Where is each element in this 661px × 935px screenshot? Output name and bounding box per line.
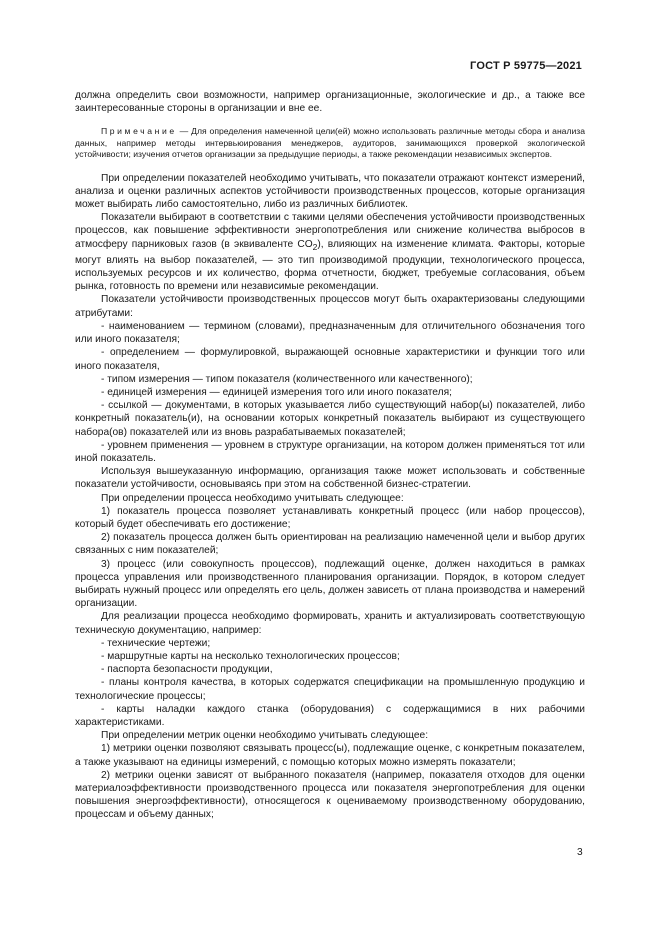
- page-content: [75, 89, 585, 822]
- list-item: - уровнем применения — уровнем в структуре организации, на котором должен применяться тот или иной показатель.: [75, 439, 585, 464]
- co2-subscript: 2: [312, 241, 318, 252]
- page-number: 3: [577, 847, 583, 858]
- note-text: — Для определения намеченной цели(ей) можно использовать различные методы сбора и анализа данных, например методы интервьюирования менеджеров, аудиторов, занимающихся проверкой экологической устойчивости; изучения отчетов организации за предыдущие периоды, а также рекомендации независимых экспертов.: [75, 126, 585, 160]
- standard-header: ГОСТ Р 59775—2021: [470, 60, 582, 72]
- list-item: 3) процесс (или совокупность процессов), подлежащий оценке, должен находиться в рамках процесса управления или производственного планирования организации. Порядок, в котором следует выбирать нужный процесс или определять его цель, должен зависеть от плана производства и намерений организации.: [75, 558, 585, 610]
- list-item: 1) метрики оценки позволяют связывать процесс(ы), подлежащие оценке, с конкретным показателем, а также указывают на единицы измерений, с помощью которых можно измерять показатели;: [75, 743, 585, 768]
- list-item: - планы контроля качества, в которых содержатся спецификации на промышленную продукцию и технологические процессы;: [75, 677, 585, 702]
- list-item: - карты наладки каждого станка (оборудования) с содержащимися в них рабочими характеристиками.: [75, 703, 585, 728]
- list-item: 2) показатель процесса должен быть ориентирован на реализацию намеченной цели и выбор других связанных с ним показателей;: [75, 532, 585, 557]
- note-label: Примечание: [101, 126, 177, 137]
- paragraph-part: Показатели выбирают в соответствии с такими целями обеспечения устойчивости производственных процессов, как повышение эффективности энергопотребления или снижение количества выбросов в атмосферу парниковых газов (в эквиваленте CO: [75, 212, 585, 250]
- list-item: - единицей измерения — единицей измерения того или иного показателя;: [101, 386, 452, 398]
- list-item: 2) метрики оценки зависят от выбранного показателя (например, показателя отходов для оценки материалоэффективности производственного процесса или показателя энергопотребления для оценки повышения энергоэффективности), относящегося к оцениваемому производственному оборудованию, процессам и объему данных;: [75, 769, 585, 821]
- paragraph-process-intro: При определении процесса необходимо учитывать следующее:: [101, 492, 404, 504]
- list-item: 1) показатель процесса позволяет устанавливать конкретный процесс (или набор процессов), который будет обеспечивать его достижение;: [75, 505, 585, 530]
- paragraph-documentation-intro: Для реализации процесса необходимо формировать, хранить и актуализировать соответствующую техническую документацию, например:: [75, 611, 585, 636]
- list-item: - ссылкой — документами, в которых указывается либо существующий набор(ы) показателей, либо конкретный показатель(и), на основании которых конкретный показатель выбирают из существующего набора(ов) показателей или из вновь разрабатываемых показателей;: [75, 400, 585, 438]
- list-item: - типом измерения — типом показателя (количественного или качественного);: [101, 373, 473, 385]
- paragraph-attributes-intro: Показатели устойчивости производственных процессов могут быть охарактеризованы следующими атрибутами:: [75, 294, 585, 319]
- list-item: - определением — формулировкой, выражающей основные характеристики и функции того или иного показателя,: [75, 347, 585, 372]
- paragraph-own-indicators: Используя вышеуказанную информацию, организация также может использовать и собственные показатели устойчивости, основываясь при этом на собственной бизнес-стратегии.: [75, 466, 585, 491]
- list-item: - наименованием — термином (словами), предназначенным для отличительного обозначения того или иного показателя;: [75, 320, 585, 346]
- list-item: - паспорта безопасности продукции,: [101, 664, 273, 676]
- paragraph-part: ), влияющих на изменение климата. Факторы, которые могут влиять на выбор показателей, — это тип производимой продукции, технологического процесса, используемых ресурсов и их количество, форма отчетности, бюджет, требуемые согласования, объем рынка, готовность по времени или независимые рекомендации.: [75, 238, 585, 293]
- paragraph-metrics-intro: При определении метрик оценки необходимо учитывать следующее:: [101, 730, 429, 742]
- paragraph-indicators-context: При определении показателей необходимо учитывать, что показатели отражают контекст измерений, анализа и оценки различных аспектов устойчивости производственных процессов, которые организация может выбирать либо самостоятельно, либо из различных библиотек.: [75, 172, 585, 211]
- list-item: - маршрутные карты на несколько технологических процессов;: [101, 650, 400, 662]
- intro-paragraph: должна определить свои возможности, например организационные, экологические и др., а также все заинтересованные стороны в организации и вне ее.: [75, 90, 585, 115]
- list-item: - технические чертежи;: [101, 637, 211, 649]
- paragraph-indicators-selection: [75, 211, 585, 293]
- note-paragraph: [75, 126, 585, 160]
